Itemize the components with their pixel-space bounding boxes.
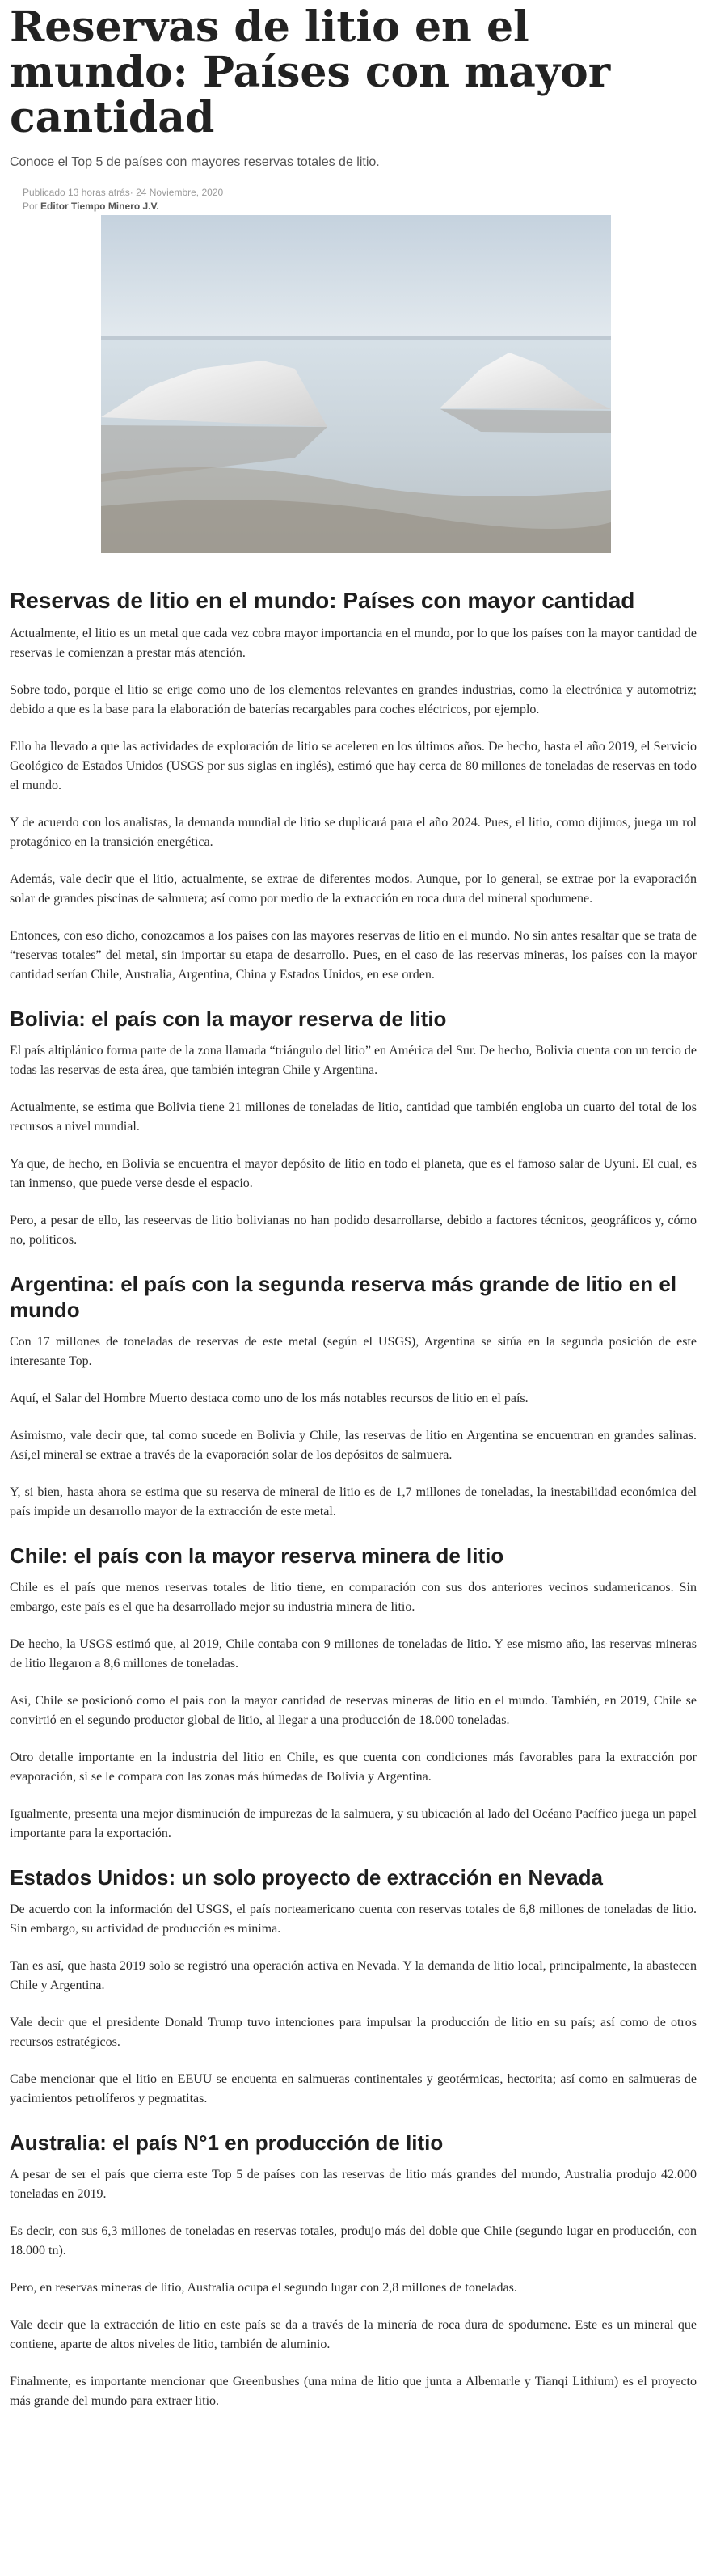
article-header — [10, 2, 697, 213]
author-info — [23, 200, 697, 213]
article-body — [10, 576, 697, 2429]
paragraph: Ello ha llevado a que las actividades de exploración de litio se aceleren en los últimos años. De hecho, hasta el año 2019, el Servicio Geológico de Estados Unidos (USGS por sus siglas en inglés), estimó que hay cerca de 80 millones de toneladas de reservas en todo el mundo. — [10, 740, 697, 792]
paragraph: Con 17 millones de toneladas de reservas de este metal (según el USGS), Argentina se sitúa en la segunda posición de este interesante Top. — [10, 1335, 697, 1368]
paragraph: Actualmente, el litio es un metal que cada vez cobra mayor importancia en el mundo, por lo que los países con la mayor cantidad de reservas le comienzan a prestar más atención. — [10, 627, 697, 660]
paragraph: Chile es el país que menos reservas totales de litio tiene, en comparación con sus dos anteriores vecinos sudamericanos. Sin embargo, este país es el que ha desarrollado mejor su industria minera de litio. — [10, 1581, 697, 1614]
paragraph: Así, Chile se posicionó como el país con la mayor cantidad de reservas mineras de litio en el mundo. También, en 2019, Chile se convirtió en el segundo productor global de litio, al llegar a una producción de 18.000 toneladas. — [10, 1694, 697, 1727]
paragraph: Finalmente, es importante mencionar que Greenbushes (una mina de litio que junta a Albemarle y Tianqi Lithium) es el proyecto más grande del mundo para extraer litio. — [10, 2375, 697, 2408]
paragraph: Tan es así, que hasta 2019 solo se registró una operación activa en Nevada. Y la demanda de litio local, principalmente, la abastecen Chile y Argentina. — [10, 1959, 697, 1992]
paragraph: Y, si bien, hasta ahora se estima que su reserva de mineral de litio es de 1,7 millones de toneladas, la inestabilidad económica del país impide un desarrollo mayor de la extracción de este metal. — [10, 1485, 697, 1518]
article-meta — [23, 186, 697, 213]
section-heading: Reservas de litio en el mundo: Países con mayor cantidad — [10, 588, 635, 613]
salt-flat-photo-icon — [101, 215, 611, 553]
article-subtitle: Conoce el Top 5 de países con mayores reservas totales de litio. — [10, 155, 380, 169]
paragraph: Sobre todo, porque el litio se erige como uno de los elementos relevantes en grandes industrias, como la electrónica y automotriz; debido a que es la base para la elaboración de baterías recargables para coches eléctricos, por ejemplo. — [10, 683, 697, 716]
paragraph: Cabe mencionar que el litio en EEUU se encuenta en salmueras continentales y geotérmicas, hectorita; así como en salmueras de yacimientos petrolíferos y pegmatitas. — [10, 2072, 697, 2105]
paragraph: De hecho, la USGS estimó que, al 2019, Chile contaba con 9 millones de toneladas de litio. Y ese mismo año, las reservas mineras de litio llegaron a 8,6 millones de toneladas. — [10, 1637, 697, 1670]
paragraph: Pero, a pesar de ello, las reseervas de litio bolivianas no han podido desarrollarse, debido a factores técnicos, geográficos y, cómo no, políticos. — [10, 1214, 697, 1247]
paragraph: Otro detalle importante en la industria del litio en Chile, es que cuenta con condiciones más favorables para la extracción por evaporación, si se le compara con las zonas más húmedas de Bolivia y Argentina. — [10, 1750, 697, 1784]
hero-image — [101, 215, 611, 553]
paragraph: Vale decir que el presidente Donald Trump tuvo intenciones para impulsar la producción de litio en su país; así como de otros recursos estratégicos. — [10, 2016, 697, 2049]
paragraph: Vale decir que la extracción de litio en este país se da a través de la minería de roca dura de spodumene. Este es un mineral que contiene, aparte de altos niveles de litio, también de aluminio. — [10, 2318, 697, 2351]
publish-info — [23, 186, 697, 200]
author-link[interactable]: Editor Tiempo Minero J.V. — [40, 201, 159, 212]
paragraph: Es decir, con sus 6,3 millones de toneladas en reservas totales, produjo más del doble que Chile (segundo lugar en producción, con 18.000 tn). — [10, 2224, 697, 2257]
author-prefix: Por — [23, 201, 38, 212]
section-heading: Estados Unidos: un solo proyecto de extracción en Nevada — [10, 1865, 603, 1890]
paragraph: Aquí, el Salar del Hombre Muerto destaca como uno de los más notables recursos de litio en el país. — [10, 1391, 529, 1405]
paragraph: Entonces, con eso dicho, conozcamos a los países con las mayores reservas de litio en el mundo. No sin antes resaltar que se trata de “reservas totales” del metal, sin importar su etapa de desarrollo. Pues, en el caso de las reservas mineras, los países con la mayor cantidad serían Chile, Australia, Argentina, China y Estados Unidos, en ese orden. — [10, 929, 697, 982]
section-heading: Australia: el país N°1 en producción de litio — [10, 2130, 444, 2155]
published-date: · 24 Noviembre, 2020 — [129, 187, 224, 198]
paragraph: Asimismo, vale decir que, tal como sucede en Bolivia y Chile, las reservas de litio en Argentina se encuentran en grandes salinas. Así,el mineral se extrae a través de la evaporación solar de los depósitos de salmuera. — [10, 1429, 697, 1462]
paragraph: Además, vale decir que el litio, actualmente, se extrae de diferentes modos. Aunque, por lo general, se extrae por la evaporación solar de grandes piscinas de salmuera; así como por medio de la extracción en roca dura del mineral spodumene. — [10, 872, 697, 906]
paragraph: Pero, en reservas mineras de litio, Australia ocupa el segundo lugar con 2,8 millones de toneladas. — [10, 2281, 517, 2295]
paragraph: Igualmente, presenta una mejor disminución de impurezas de la salmuera, y su ubicación al lado del Océano Pacífico juega un papel importante para la exportación. — [10, 1807, 697, 1840]
section-heading: Bolivia: el país con la mayor reserva de litio — [10, 1007, 447, 1031]
section-heading: Argentina: el país con la segunda reserva más grande de litio en el mundo — [10, 1272, 677, 1322]
published-prefix: Publicado 13 horas atrás — [23, 187, 130, 198]
paragraph: De acuerdo con la información del USGS, el país norteamericano cuenta con reservas totales de 6,8 millones de toneladas de litio. Sin embargo, su actividad de producción es mínima. — [10, 1902, 697, 1936]
article-title: Reservas de litio en el mundo: Países con mayor cantidad — [10, 2, 611, 142]
paragraph: El país altiplánico forma parte de la zona llamada “triángulo del litio” en América del Sur. De hecho, Bolivia cuenta con un tercio de todas las reservas de esta área, que también integran Chile y Argentina. — [10, 1044, 697, 1077]
paragraph: Y de acuerdo con los analistas, la demanda mundial de litio se duplicará para el año 2024. Pues, el litio, como dijimos, juega un rol protagónico en la transición energética. — [10, 816, 697, 849]
paragraph: Ya que, de hecho, en Bolivia se encuentra el mayor depósito de litio en todo el planeta, que es el famoso salar de Uyuni. El cual, es tan inmenso, que puede verse desde el espacio. — [10, 1157, 697, 1190]
paragraph: A pesar de ser el país que cierra este Top 5 de países con las reservas de litio más grandes del mundo, Australia produjo 42.000 toneladas en 2019. — [10, 2168, 697, 2201]
section-heading: Chile: el país con la mayor reserva minera de litio — [10, 1543, 504, 1568]
paragraph: Actualmente, se estima que Bolivia tiene 21 millones de toneladas de litio, cantidad que también engloba un cuarto del total de los recursos a nivel mundial. — [10, 1100, 697, 1134]
